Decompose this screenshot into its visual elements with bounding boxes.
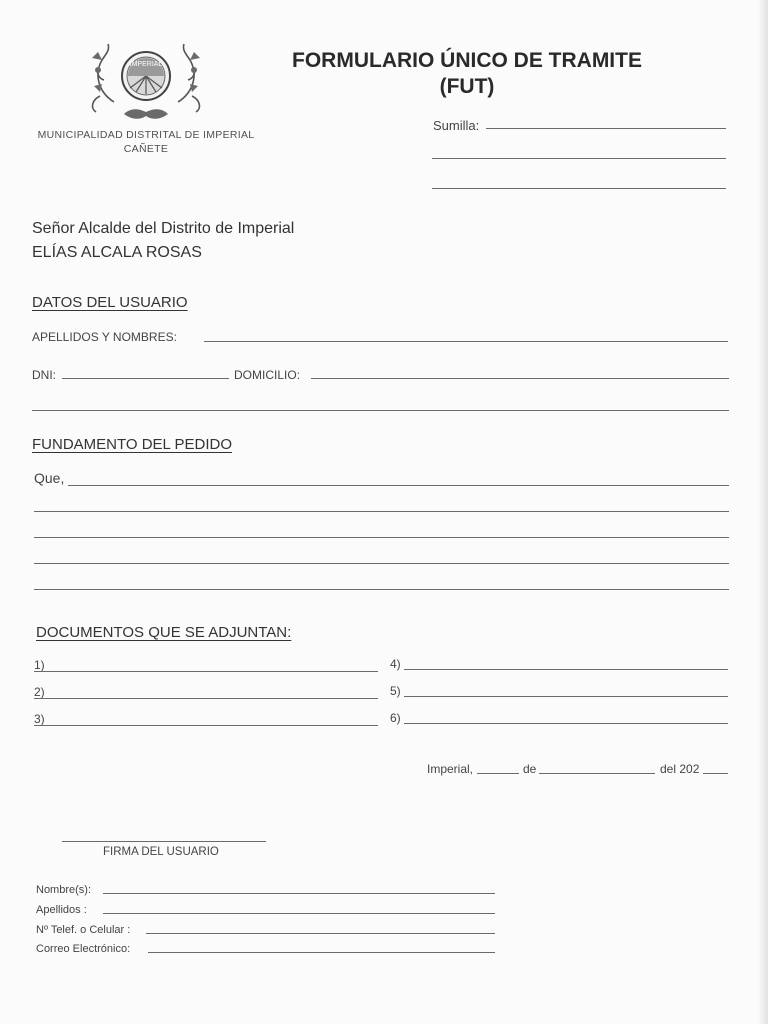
request-heading: FUNDAMENTO DEL PEDIDO [32,436,233,453]
form-title [262,48,672,100]
contact-phone-line[interactable] [146,933,495,934]
contact-surname-label: Apellidos : [36,904,87,916]
que-label: Que, [34,470,65,486]
document-item-2-line[interactable] [34,698,378,699]
address-field-line[interactable] [311,378,729,379]
document-item-4-label: 4) [390,657,401,671]
request-line-1[interactable] [68,485,729,486]
names-field-line[interactable] [204,341,728,342]
municipality-name-line1: MUNICIPALIDAD DISTRITAL DE IMPERIAL [37,129,255,141]
municipality-name-line2: CAÑETE [123,143,169,155]
request-line-3[interactable] [34,537,729,538]
svg-text:IMPERIAL: IMPERIAL [129,61,163,68]
user-data-heading: DATOS DEL USUARIO [32,294,188,311]
scan-edge-shadow [758,0,768,1024]
date-day-line[interactable] [477,773,519,774]
contact-email-line[interactable] [148,952,495,953]
sumilla-line-2[interactable] [432,158,726,159]
sumilla-line-3[interactable] [432,188,726,189]
dni-label: DNI: [32,368,56,382]
address-field-line-2[interactable] [32,410,729,411]
recipient-line2: ELÍAS ALCALA ROSAS [32,244,202,261]
request-line-5[interactable] [34,589,729,590]
dni-field-line[interactable] [62,378,229,379]
signature-line[interactable] [62,841,266,842]
form-title-line1: FORMULARIO ÚNICO DE TRAMITE [292,49,642,72]
contact-email-label: Correo Electrónico: [36,943,131,955]
date-de-label: de [523,762,537,776]
date-month-line[interactable] [539,773,655,774]
signature-label: FIRMA DEL USUARIO [103,846,219,858]
document-item-5-label: 5) [390,684,401,698]
document-item-1-label: 1) [34,658,45,672]
document-item-5-line[interactable] [404,696,728,697]
form-title-line2: (FUT) [439,75,495,98]
request-line-2[interactable] [34,511,729,512]
document-item-2-label: 2) [34,685,45,699]
municipal-coat-of-arms-logo [84,40,208,124]
contact-name-label: Nombre(s): [36,884,92,896]
document-item-6-line[interactable] [404,723,728,724]
contact-name-line[interactable] [103,893,495,894]
document-item-1-line[interactable] [34,671,378,672]
contact-phone-label: Nº Telef. o Celular : [36,924,131,936]
recipient-line1: Señor Alcalde del Distrito de Imperial [32,220,295,237]
sumilla-line-1[interactable] [486,128,726,129]
request-line-4[interactable] [34,563,729,564]
sumilla-label: Sumilla: [433,118,480,133]
date-year-label: del 202 [660,762,700,776]
address-label: DOMICILIO: [234,368,301,382]
date-year-line[interactable] [703,773,728,774]
document-item-6-label: 6) [390,711,401,725]
date-place-label: Imperial, [427,762,474,776]
documents-heading: DOCUMENTOS QUE SE ADJUNTAN: [36,624,292,641]
municipality-name [20,128,272,156]
names-label: APELLIDOS Y NOMBRES: [32,330,177,344]
contact-surname-line[interactable] [103,913,495,914]
document-item-3-label: 3) [34,712,45,726]
document-item-4-line[interactable] [404,669,728,670]
document-item-3-line[interactable] [34,725,378,726]
